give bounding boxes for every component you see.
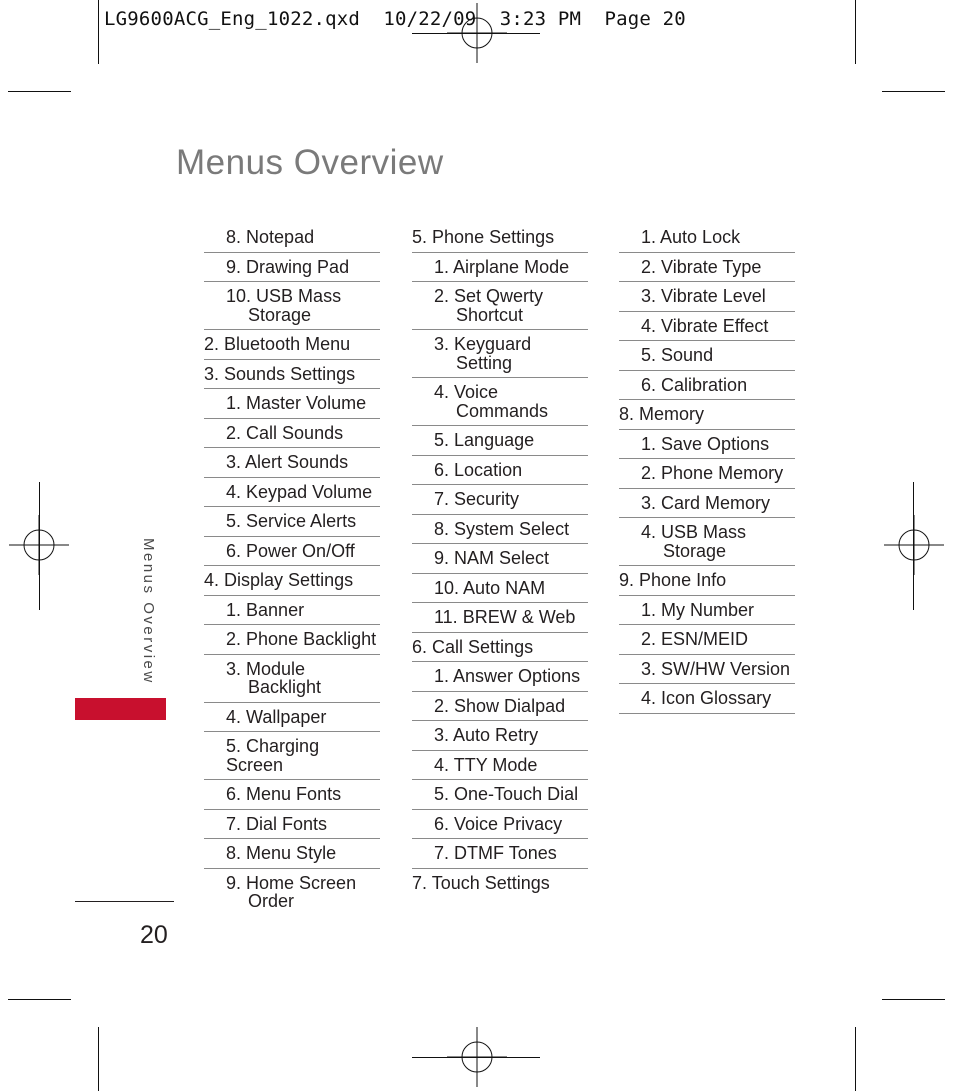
menu-item-label: USB Mass <box>256 286 342 306</box>
menu-item-number: 3. <box>226 658 242 679</box>
menu-item-number: 3. <box>434 725 450 745</box>
menu-item-label: Sound <box>661 345 714 365</box>
menu-item-number: 7. <box>434 843 450 863</box>
menu-item-number: 3. <box>434 334 450 354</box>
menu-item-label: Menu Fonts <box>246 784 342 804</box>
menu-item-label: Card Memory <box>661 492 771 513</box>
menu-item-number: 1. <box>226 599 242 620</box>
menu-column-3 <box>619 223 795 714</box>
menu-item-label: Keyguard <box>454 334 532 354</box>
menu-item-label: BREW & Web <box>462 607 576 627</box>
menu-item-label: Drawing Pad <box>246 256 350 277</box>
menu-item-number: 1. <box>226 393 242 413</box>
menu-item-label: System Select <box>454 518 570 539</box>
menu-item-number: 3. <box>226 452 242 472</box>
menu-item-label: ESN/MEID <box>661 629 749 649</box>
menu-item-number: 1. <box>434 256 450 277</box>
menu-item-label: Notepad <box>246 227 315 247</box>
menu-item-label: Vibrate Level <box>661 286 766 306</box>
menu-item-number: 7. <box>412 872 428 893</box>
menu-item-number: 9. <box>226 872 242 893</box>
menu-item-number: 6. <box>412 636 428 657</box>
menu-item-label: Menu Style <box>246 843 337 863</box>
menu-item-label-continued: Setting <box>456 352 513 373</box>
menu-item-number: 4. <box>641 688 657 708</box>
reg-line-right <box>913 482 914 610</box>
menu-item-label: DTMF Tones <box>454 843 557 863</box>
menu-item-label: Master Volume <box>246 393 367 413</box>
menu-item-label: USB Mass <box>661 522 747 542</box>
menu-item-number: 8. <box>434 518 450 539</box>
menu-item-label: Call Settings <box>432 636 534 657</box>
menu-item-label: My Number <box>661 599 755 620</box>
menu-item-label: Phone Backlight <box>246 629 377 649</box>
menu-item <box>619 489 795 519</box>
menu-item-label: One-Touch Dial <box>454 784 579 804</box>
menu-item-number: 4. <box>641 315 657 336</box>
menu-item-label: TTY Mode <box>453 754 538 775</box>
menu-item <box>619 684 795 714</box>
menu-item-number: 3. <box>641 658 657 679</box>
menu-item-label: Language <box>454 430 535 450</box>
sidebar-section-label: Menus Overview <box>140 538 157 685</box>
menu-item <box>204 839 380 869</box>
menu-item-number: 8. <box>226 227 242 247</box>
menu-item-label-continued: Backlight <box>248 677 322 697</box>
menu-item-number: 2. <box>641 629 657 649</box>
menu-item <box>412 282 588 330</box>
footer-rule <box>75 901 174 902</box>
menu-item-number: 7. <box>434 489 450 509</box>
menu-item-number: 10. <box>434 577 460 598</box>
menu-item <box>204 330 380 360</box>
menu-item <box>412 721 588 751</box>
menu-item-label: Location <box>454 459 523 480</box>
menu-item-label: Service Alerts <box>246 511 357 531</box>
menu-item-label: Icon Glossary <box>661 688 772 708</box>
menu-item-label: Phone Settings <box>432 227 555 247</box>
menu-item-number: 1. <box>434 666 450 686</box>
reg-line-bottom <box>412 1057 540 1058</box>
menu-item-label: SW/HW Version <box>661 658 791 679</box>
menu-item <box>412 780 588 810</box>
menu-item <box>412 515 588 545</box>
menu-item <box>412 751 588 781</box>
menu-item-label: Vibrate Type <box>661 256 762 277</box>
menu-item-label: Answer Options <box>453 666 581 686</box>
menu-item-label: Memory <box>639 404 705 424</box>
menu-item-number: 11. <box>434 607 458 627</box>
menu-item-number: 6. <box>434 813 450 834</box>
menu-item <box>412 662 588 692</box>
menu-item-number: 2. <box>226 422 242 443</box>
menu-item <box>204 596 380 626</box>
menu-item <box>412 603 588 633</box>
menu-item-number: 2. <box>641 256 657 277</box>
menu-item-number: 5. <box>434 430 450 450</box>
menu-item-number: 3. <box>641 286 657 306</box>
menu-item-label: Charging Screen <box>226 736 320 775</box>
menu-item-number: 5. <box>226 736 242 756</box>
menu-item <box>204 253 380 283</box>
menu-item-label-continued: Order <box>248 891 295 911</box>
menu-item <box>204 625 380 655</box>
menu-item-number: 9. <box>619 570 635 590</box>
menu-item-label: Call Sounds <box>246 422 344 443</box>
menu-item <box>412 810 588 840</box>
menu-item-number: 4. <box>434 754 450 775</box>
menu-item-label: Sounds Settings <box>224 363 356 384</box>
menu-item <box>619 400 795 430</box>
menu-item <box>619 625 795 655</box>
menu-item-label: Phone Info <box>639 570 727 590</box>
menu-item <box>412 869 588 898</box>
menu-item <box>204 732 380 780</box>
menu-item-label: Wallpaper <box>246 706 327 727</box>
menu-item <box>619 223 795 253</box>
menu-item-number: 2. <box>434 286 450 306</box>
menu-item <box>412 574 588 604</box>
menu-item-number: 1. <box>641 433 657 454</box>
page-title: Menus Overview <box>176 143 444 182</box>
menu-item <box>204 655 380 703</box>
menu-item-label: Save Options <box>661 433 770 454</box>
menu-item-label: Alert Sounds <box>245 452 349 472</box>
menu-item-number: 6. <box>434 459 450 480</box>
menu-item <box>619 596 795 626</box>
menu-item-number: 2. <box>226 629 242 649</box>
menu-column-2 <box>412 223 588 897</box>
menu-item-number: 3. <box>204 363 220 384</box>
menu-item-label-continued: Storage <box>663 540 727 561</box>
menu-item-number: 2. <box>204 334 220 354</box>
menu-item <box>204 389 380 419</box>
menu-item <box>619 282 795 312</box>
menu-item-label: Phone Memory <box>661 463 784 483</box>
menu-item-number: 4. <box>641 522 657 542</box>
menu-item-number: 2. <box>641 463 657 483</box>
menu-item <box>412 544 588 574</box>
menu-item <box>412 692 588 722</box>
menu-item <box>204 566 380 596</box>
menu-item <box>204 223 380 253</box>
menu-item-label: Banner <box>246 599 305 620</box>
menu-item-label: Power On/Off <box>246 540 355 561</box>
menu-item-label-continued: Storage <box>248 304 312 325</box>
menu-item-label: Display Settings <box>224 570 354 590</box>
menu-item-number: 6. <box>641 374 657 395</box>
menu-item <box>619 655 795 685</box>
menu-item-label: Keypad Volume <box>246 481 373 502</box>
menu-item <box>619 459 795 489</box>
menu-item-number: 9. <box>226 256 242 277</box>
menu-item <box>412 330 588 378</box>
menu-item <box>204 537 380 567</box>
menu-item-label: Voice Privacy <box>454 813 563 834</box>
menu-item-label: Set Qwerty <box>454 286 544 306</box>
menu-item-label: Vibrate Effect <box>661 315 769 336</box>
menu-item-label: Auto Lock <box>660 227 741 247</box>
menu-item-label: Auto Retry <box>453 725 539 745</box>
menu-item-number: 4. <box>226 706 242 727</box>
menu-item-label: NAM Select <box>454 548 550 568</box>
menu-item <box>204 419 380 449</box>
menu-item-number: 5. <box>226 511 242 531</box>
menu-item-number: 2. <box>434 695 450 716</box>
menu-item-label: Dial Fonts <box>246 813 328 834</box>
menu-item-label: Calibration <box>661 374 748 395</box>
menu-item <box>619 518 795 566</box>
menu-item <box>619 371 795 401</box>
menu-item-number: 4. <box>434 382 450 402</box>
section-tab <box>75 698 166 720</box>
menu-item-number: 10. <box>226 286 252 306</box>
menu-item-label: Security <box>454 489 520 509</box>
menu-item-number: 9. <box>434 548 450 568</box>
menu-item-number: 4. <box>204 570 220 590</box>
menu-item <box>204 448 380 478</box>
reg-line-top <box>412 33 540 34</box>
menu-column-1 <box>204 223 380 916</box>
menu-item-label-continued: Commands <box>456 400 549 421</box>
menu-item <box>204 780 380 810</box>
menu-item <box>412 456 588 486</box>
menu-item <box>619 430 795 460</box>
menu-item-number: 1. <box>641 599 657 620</box>
menu-item <box>204 282 380 330</box>
menu-item-number: 8. <box>226 843 242 863</box>
menu-item <box>204 507 380 537</box>
menu-item-label: Show Dialpad <box>454 695 566 716</box>
menu-item-number: 1. <box>641 227 657 247</box>
print-slug: LG9600ACG_Eng_1022.qxd 10/22/09 3:23 PM Page 20 <box>104 8 686 30</box>
menu-item <box>204 360 380 390</box>
menu-item <box>204 810 380 840</box>
registration-mark-right <box>884 515 944 575</box>
menu-item <box>619 341 795 371</box>
menu-item <box>412 633 588 663</box>
menu-item-label: Auto NAM <box>463 577 546 598</box>
menu-item-number: 4. <box>226 481 242 502</box>
menu-item <box>412 378 588 426</box>
menu-item <box>204 869 380 916</box>
menu-item <box>412 485 588 515</box>
menu-item-label: Voice <box>454 382 499 402</box>
menu-item-number: 3. <box>641 492 657 513</box>
menu-item-number: 5. <box>412 227 428 247</box>
menu-item <box>619 566 795 596</box>
reg-line-left <box>39 482 40 610</box>
menu-item-number: 7. <box>226 813 242 834</box>
menu-item <box>412 223 588 253</box>
menu-item <box>204 478 380 508</box>
menu-item <box>412 253 588 283</box>
menu-item-label: Airplane Mode <box>453 256 570 277</box>
menu-item-number: 6. <box>226 784 242 804</box>
menu-item <box>619 253 795 283</box>
menu-item-label-continued: Shortcut <box>456 304 524 325</box>
menu-item <box>619 312 795 342</box>
menu-item <box>412 426 588 456</box>
menu-item <box>204 703 380 733</box>
menu-item-label: Bluetooth Menu <box>224 334 351 354</box>
menu-item-number: 5. <box>434 784 450 804</box>
menu-item <box>412 839 588 869</box>
menu-item-number: 5. <box>641 345 657 365</box>
page-number: 20 <box>140 921 168 949</box>
menu-item-number: 6. <box>226 540 242 561</box>
menu-item-label: Home Screen <box>246 872 357 893</box>
menu-item-label: Module <box>246 658 306 679</box>
menu-item-label: Touch Settings <box>431 872 550 893</box>
menu-item-number: 8. <box>619 404 635 424</box>
